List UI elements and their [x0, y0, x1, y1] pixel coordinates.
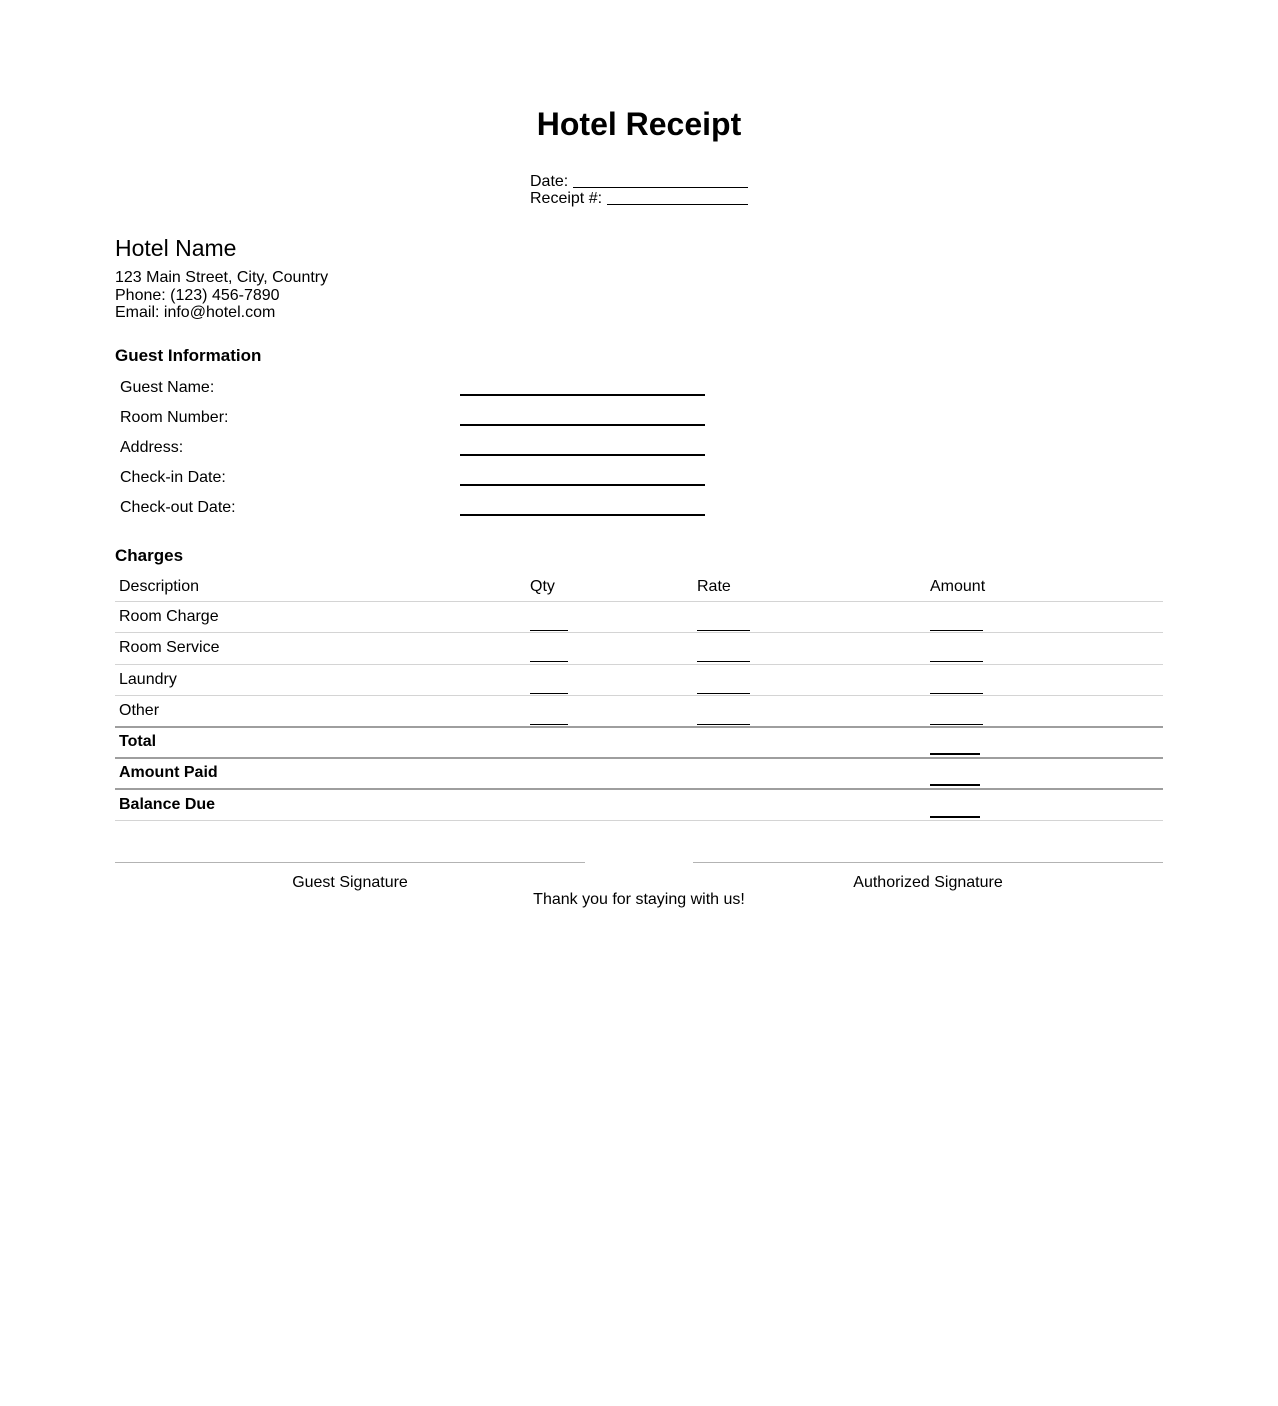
guest-signature-line: [115, 862, 585, 891]
charge-row-room-service: [115, 633, 1163, 665]
qty-blank-line: [530, 693, 568, 694]
rate-blank-line: [697, 693, 750, 694]
charges-heading: Charges: [115, 545, 184, 565]
room-number-label: Room Number:: [120, 408, 229, 426]
charge-row-laundry: [115, 665, 1163, 697]
charge-description: Other: [119, 701, 160, 719]
authorized-signature-label: Authorized Signature: [853, 873, 1003, 891]
amount-blank-line: [930, 724, 983, 725]
check-out-date-label: Check-out Date:: [120, 498, 236, 516]
amount-blank-line: [930, 693, 983, 694]
qty-blank-line: [530, 630, 568, 631]
summary-label: Amount Paid: [119, 764, 218, 781]
check-in-date-blank-line: [460, 484, 705, 486]
summary-row-amount-paid: [115, 759, 1163, 790]
date-row: [530, 173, 748, 190]
guest-field-row: [115, 366, 1163, 396]
authorized-signature-line: [693, 862, 1163, 891]
rate-blank-line: [697, 630, 750, 631]
check-out-date-blank-line: [460, 514, 705, 516]
charge-description: Laundry: [119, 670, 177, 688]
summary-label: Balance Due: [119, 795, 216, 813]
rate-blank-line: [697, 661, 750, 662]
amount-paid-blank-line: [930, 784, 980, 786]
hotel-phone: Phone: (123) 456-7890: [115, 286, 280, 304]
amount-blank-line: [930, 630, 983, 631]
hotel-contact: [115, 269, 1163, 322]
guest-name-label: Guest Name:: [120, 378, 215, 396]
date-label: Date:: [530, 173, 569, 190]
charges-header-row: [115, 578, 1163, 602]
guest-info-heading: Guest Information: [115, 345, 262, 365]
column-header-amount: Amount: [930, 577, 986, 595]
charge-row-other: [115, 696, 1163, 728]
charge-row-room-charge: [115, 602, 1163, 634]
charge-description: Room Service: [119, 639, 220, 657]
hotel-name: Hotel Name: [115, 235, 237, 261]
column-header-qty: Qty: [530, 577, 555, 595]
thank-you-note: Thank you for staying with us!: [533, 890, 745, 908]
summary-row-total: [115, 728, 1163, 759]
receipt-number-row: [530, 190, 748, 207]
balance-due-blank-line: [930, 816, 980, 818]
charges-table: [115, 578, 1163, 821]
room-number-blank-line: [460, 424, 705, 426]
hotel-email: Email: info@hotel.com: [115, 304, 276, 321]
hotel-address: 123 Main Street, City, Country: [115, 269, 329, 286]
date-blank-line: [573, 173, 748, 188]
guest-field-row: [115, 456, 1163, 486]
column-header-rate: Rate: [697, 577, 731, 595]
receipt-number-blank-line: [607, 190, 748, 205]
amount-blank-line: [930, 661, 983, 662]
check-in-date-label: Check-in Date:: [120, 468, 226, 486]
address-blank-line: [460, 454, 705, 456]
guest-info-fields: [115, 366, 1163, 516]
total-blank-line: [930, 753, 980, 755]
guest-field-row: [115, 396, 1163, 426]
qty-blank-line: [530, 661, 568, 662]
summary-label: Total: [119, 733, 157, 750]
guest-name-blank-line: [460, 394, 705, 396]
signature-section: [115, 862, 1163, 891]
column-header-description: Description: [119, 577, 200, 595]
page-title: Hotel Receipt: [536, 106, 742, 142]
summary-row-balance-due: [115, 790, 1163, 821]
rate-blank-line: [697, 724, 750, 725]
guest-field-row: [115, 426, 1163, 456]
receipt-number-label: Receipt #:: [530, 190, 603, 207]
receipt-meta: [530, 173, 748, 207]
guest-field-row: [115, 486, 1163, 516]
address-label: Address:: [120, 438, 184, 456]
guest-signature-label: Guest Signature: [292, 873, 408, 891]
receipt-page: [0, 106, 1278, 908]
qty-blank-line: [530, 724, 568, 725]
charge-description: Room Charge: [119, 607, 219, 625]
hotel-info: [115, 235, 1163, 322]
